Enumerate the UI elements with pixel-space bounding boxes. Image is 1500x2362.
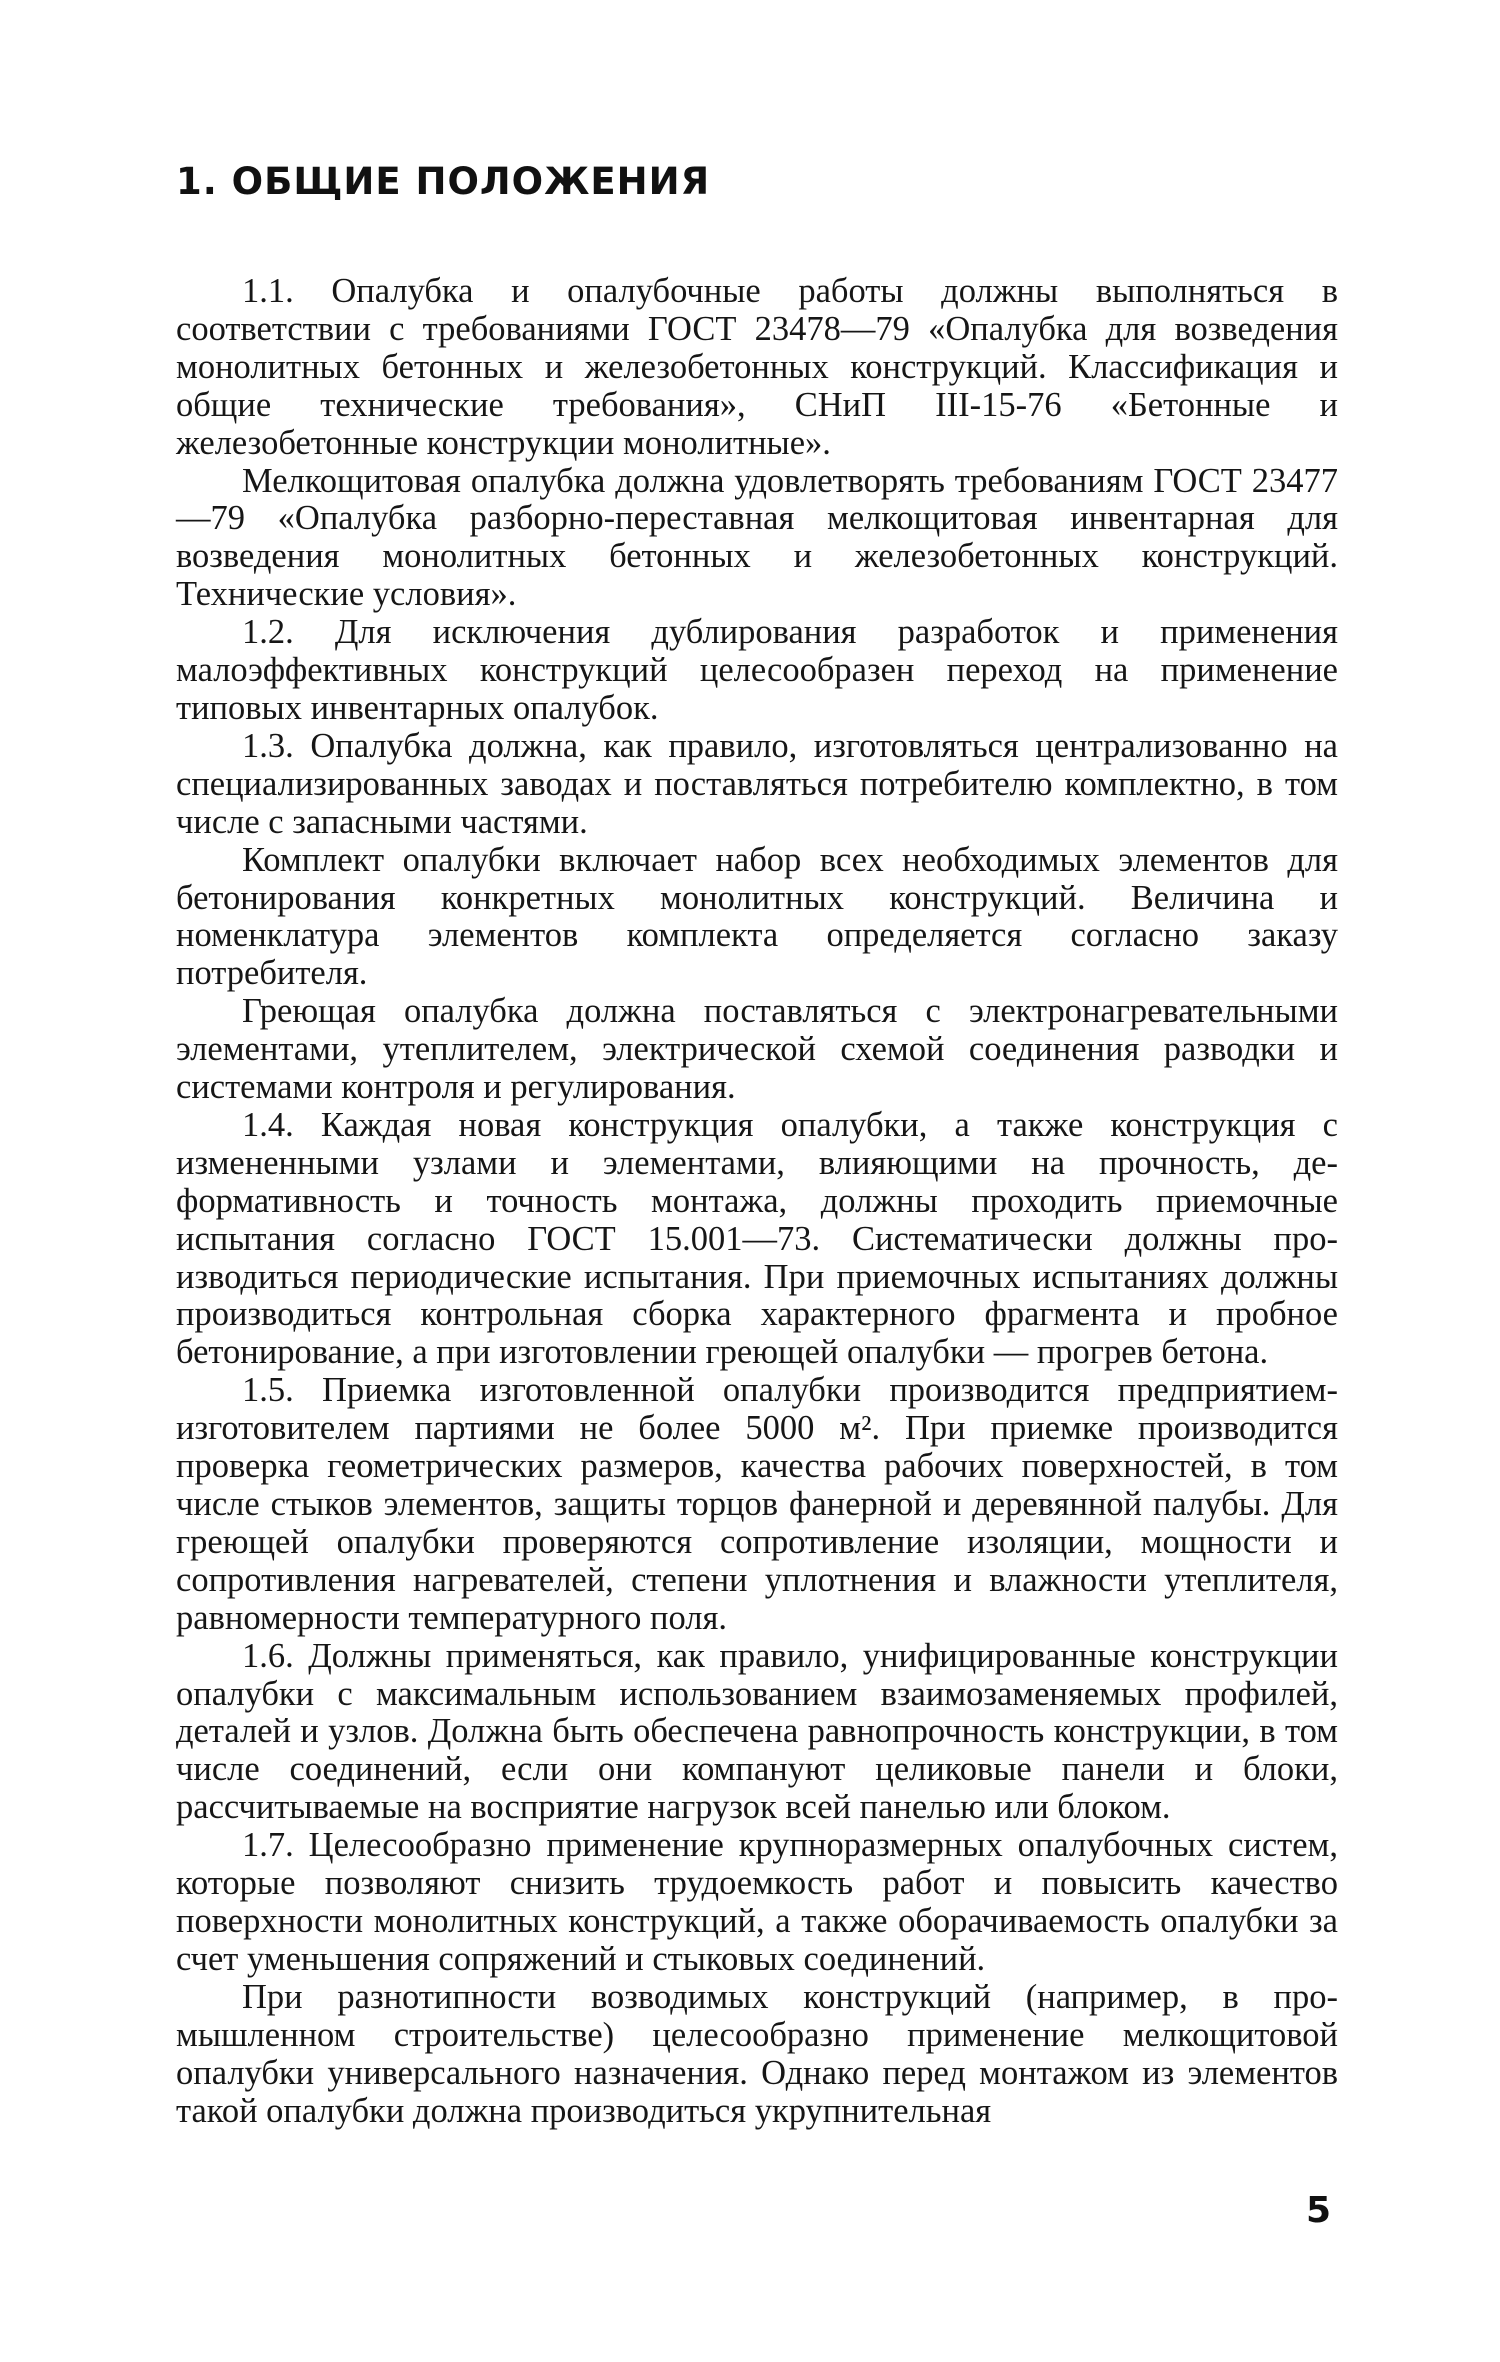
paragraph-universal-formwork: При разнотипности возводимых конструкций (например, в промышленном строительстве) целесообразно применение мелкощитовой опалубки универсального назначения. Однако перед монтажом из элементов такой опалубки должна производиться укрупнительная bbox=[176, 1977, 1338, 2130]
paragraph-1-7: 1.7. Целесообразно применение крупноразмерных опалубочных систем, которые позволяют снизить трудоемкость работ и повысить качество поверхности монолитных конструкций, а также оборачиваемость опалубки за счет уменьшения сопряжений и стыковых соединений. bbox=[176, 1826, 1338, 1978]
section-heading: 1. ОБЩИЕ ПОЛОЖЕНИЯ bbox=[176, 160, 711, 203]
paragraph-1-6: 1.6. Должны применяться, как правило, унифицированные конструкции опалубки с максимальным использованием взаимозаменяемых профилей, деталей и узлов. Должна быть обеспечена равнопрочность конструкции, в том числе соединений, если они компануют целиковые панели и блоки, рассчитываемые на восприятие нагрузок всей панелью или блоком. bbox=[176, 1636, 1338, 1827]
paragraph-formwork-kit: Комплект опалубки включает набор всех необходимых элементов для бетонирования конкретных монолитных конструкций. Величина и номенклатура элементов комплекта определяется согласно заказу потребителя. bbox=[176, 840, 1338, 993]
paragraph-1-3: 1.3. Опалубка должна, как правило, изготовляться централизованно на специализированных заводах и поставляться потребителю комплектно, в том числе с запасными частями. bbox=[176, 726, 1338, 841]
paragraph-1-1: 1.1. Опалубка и опалубочные работы должны выполняться в соответствии с требованиями ГОСТ 23478—79 «Опалубка для возведения монолитных бетонных и железобетонных конструкций. Классификация и общие технические требования», СНиП III-15-76 «Бетонные и железобетонные конструкции монолитные». bbox=[176, 272, 1338, 462]
body-text bbox=[176, 273, 1338, 2130]
page-number: 5 bbox=[1306, 2190, 1332, 2231]
paragraph-1-5: 1.5. Приемка изготовленной опалубки производится предприятием-изготовителем партиями не более 5000 м². При приемке производится проверка геометрических размеров, качества рабочих поверхностей, в том числе стыков элементов, защиты торцов фанерной и деревянной палубы. Для греющей опалубки проверяются сопротивление изоляции, мощности и сопротивления нагревателей, степени уплотнения и влажности утеплителя, равномерности температурного поля. bbox=[176, 1371, 1338, 1637]
paragraph-1-4: 1.4. Каждая новая конструкция опалубки, а также конструкция с измененными узлами и элементами, влияющими на прочность, деформативность и точность монтажа, должны проходить приемочные испытания согласно ГОСТ 15.001—73. Систематически должны производиться периодические испытания. При приемочных испытаниях должны производиться контрольная сборка характерного фрагмента и пробное бетонирование, а при изготовлении греющей опалубки — прогрев бетона. bbox=[176, 1105, 1338, 1372]
paragraph-heating-formwork: Греющая опалубка должна поставляться с электронагревательными элементами, утеплителем, электрической схемой соединения разводки и системами контроля и регулирования. bbox=[176, 992, 1338, 1107]
paragraph-small-panel-formwork: Мелкощитовая опалубка должна удовлетворять требованиям ГОСТ 23477—79 «Опалубка разборно-переставная мелкощитовая инвентарная для возведения монолитных бетонных и железобетонных конструкций. Технические условия». bbox=[176, 461, 1338, 614]
paragraph-1-2: 1.2. Для исключения дублирования разработок и применения малоэффективных конструкций целесообразен переход на применение типовых инвентарных опалубок. bbox=[176, 613, 1338, 727]
